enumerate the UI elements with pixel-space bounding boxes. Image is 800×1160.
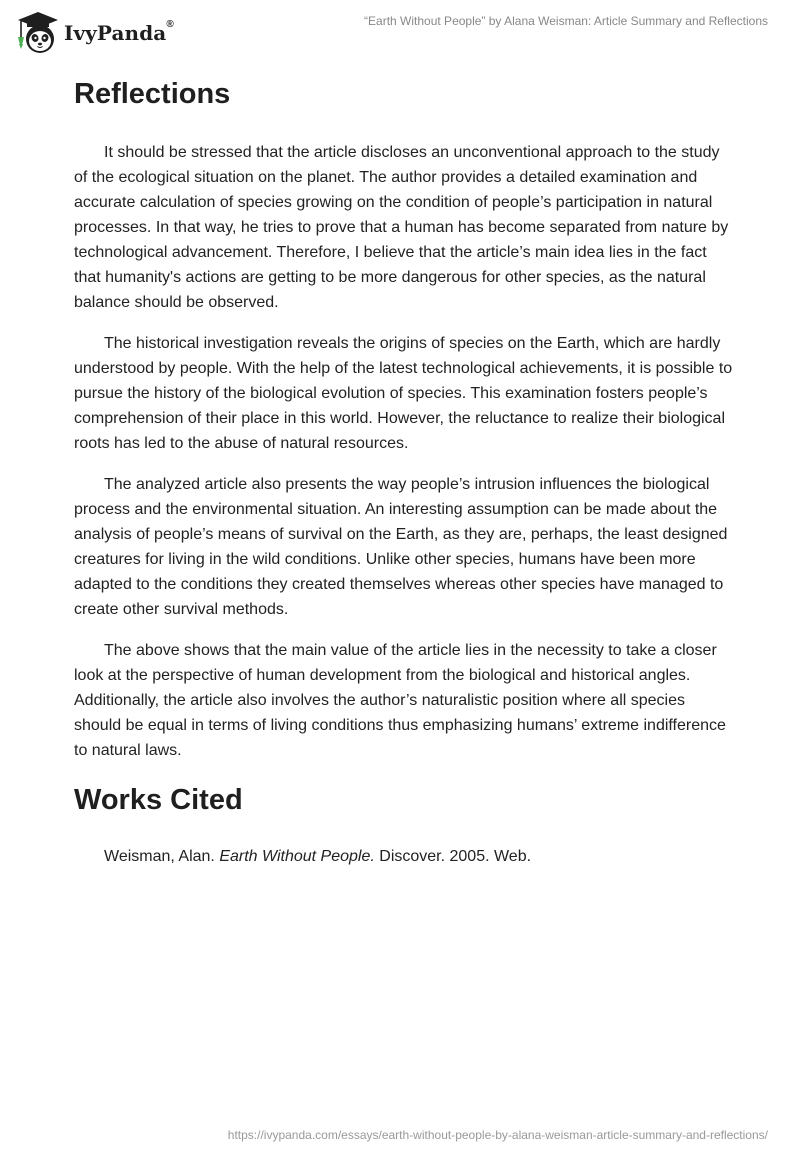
reflections-paragraph-4: The above shows that the main value of the article lies in the necessity to take a closer look at the perspective of human development from the biological and historical angles. Additionally, the article also involves the author’s naturalistic position where all species should be equal in terms of living conditions thus emphasizing humans’ extreme indifference to natural laws. bbox=[74, 642, 726, 759]
logo-wordmark: IvyPanda® bbox=[64, 19, 174, 45]
panda-graduate-icon bbox=[16, 11, 60, 55]
document-title: “Earth Without People” by Alana Weisman: Article Summary and Reflections bbox=[364, 14, 768, 28]
citation-entry bbox=[74, 844, 734, 869]
works-cited-heading: Works Cited bbox=[74, 784, 243, 816]
citation-details: Discover. 2005. Web. bbox=[374, 848, 532, 865]
reflections-paragraph-1: It should be stressed that the article discloses an unconventional approach to the study of the ecological situation on the planet. The author provides a detailed examination and accurate calculation of species growing on the condition of people’s participation in natural processes. In that way, he tries to prove that a human has become separated from nature by technological advancement. Therefore, I believe that the article’s main idea lies in the fact that humanity's actions are getting to be more dangerous for other species, as the natural balance should be observed. bbox=[74, 144, 729, 311]
citation-author: Weisman, Alan. bbox=[104, 848, 220, 865]
essay-content bbox=[74, 70, 734, 885]
reflections-paragraph-3: The analyzed article also presents the way people’s intrusion influences the biological process and the environmental situation. An interesting assumption can be made about the analysis of people’s means of survival on the Earth, as they are, perhaps, the least designed creatures for living in the wild conditions. Unlike other species, humans have been more adapted to the conditions they created themselves whereas other species have managed to create other survival methods. bbox=[74, 476, 728, 618]
page-header bbox=[0, 0, 800, 60]
source-url[interactable]: https://ivypanda.com/essays/earth-without-people-by-alana-weisman-article-summary-and-reflections/ bbox=[227, 1128, 768, 1142]
citation-title: Earth Without People. bbox=[219, 848, 375, 865]
reflections-paragraph-2: The historical investigation reveals the origins of species on the Earth, which are hardly understood by people. With the help of the latest technological achievements, it is possible to pursue the history of the biological evolution of species. This examination fosters people’s comprehension of their place in this world. However, the reluctance to realize their biological roots has led to the abuse of natural resources. bbox=[74, 335, 733, 452]
reflections-heading: Reflections bbox=[74, 78, 231, 110]
ivypanda-logo[interactable] bbox=[16, 11, 174, 55]
